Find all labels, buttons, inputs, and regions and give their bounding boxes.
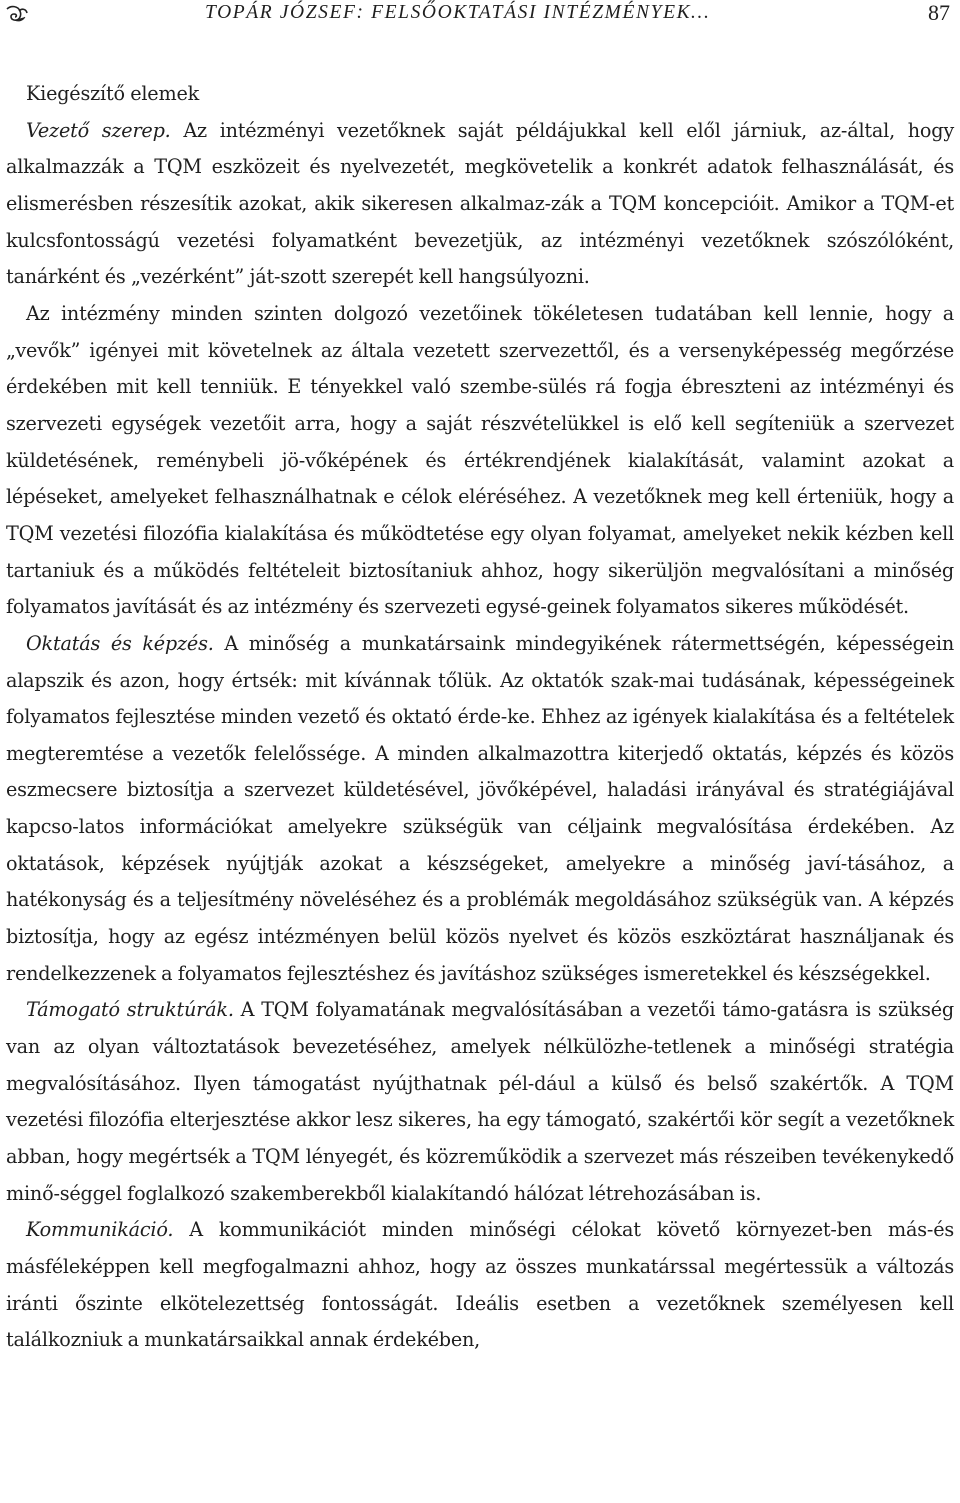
paragraph-lead: Oktatás és képzés.	[26, 631, 214, 655]
paragraph-vezetok-tudata	[6, 296, 954, 626]
running-header	[0, 0, 960, 40]
fleuron-icon-graphic	[6, 5, 28, 23]
paragraph-text: A minőség a munkatársaink mindegyikének rátermettségén, képességein alapszik és azon, hogy értsék: mit kívánnak tőlük. Az oktatók szak-mai tudásának, képességeinek folyamatos fejlesztése minden vezető és oktató érde-ke. Ehhez az igények kialakítása és a feltételek megteremtése a vezetők felelőssége. A minden alkalmazottra kiterjedő oktatás, képzés és közös eszmecsere biztosítja a szervezet küldetésével, jövőképével, haladási irányával és stratégiájával kapcso-latos információkat amelyekre szükségük van céljaink megvalósítása érdekében. Az oktatások, képzések nyújtják azokat a készségeket, amelyekre a minőség javí-tásához, a hatékonyság és a teljesítmény növeléséhez és a problémák megoldásához szükségük van. A képzés biztosítja, hogy az egész intézményen belül közös nyelvet és közös eszköztárat használjanak és rendelkezzenek a folyamatos fejlesztéshez és javításhoz szükséges ismeretekkel és készségekkel.	[6, 631, 954, 985]
paragraph-lead: Vezető szerep.	[26, 118, 171, 142]
paragraph-lead: Támogató struktúrák.	[26, 998, 234, 1022]
fleuron-icon	[6, 5, 28, 23]
paragraph-kommunikacio	[6, 1212, 954, 1359]
page-body	[6, 76, 954, 1359]
paragraph-text: Az intézmény minden szinten dolgozó vezetőinek tökéletesen tudatában kell lennie, hogy a „vevők” igényei mit követelnek az általa vezetett szervezettől, és a versenyképesség megőrzése érdekében mit kell tenniük. E tényekkel való szembe-sülés rá fogja ébreszteni az intézményi és szervezeti egységek vezetőit arra, hogy a saját részvételükkel is elő kell segíteniük a szervezet küldetésének, reménybeli jö-vőképének és értékrendjének kialakítását, valamint azokat a lépéseket, amelyeket felhasználhatnak e célok eléréséhez. A vezetőknek meg kell érteniük, hogy a TQM vezetési filozófia kialakítása és működtetése egy olyan folyamat, amelyeket nekik kézben kell tartaniuk és a működés feltételeit biztosítaniuk ahhoz, hogy sikerüljön megvalósítani a minőség folyamatos javítását és az intézmény és szervezeti egysé-geinek folyamatos sikeres működését.	[6, 301, 954, 619]
paragraph-oktatas-es-kepzes	[6, 626, 954, 993]
paragraph-tamogato-strukturak	[6, 992, 954, 1212]
paragraph-vezeto-szerep	[6, 113, 954, 296]
paragraph-text: Az intézményi vezetőknek saját példájukkal kell elől járniuk, az-által, hogy alkalmazzák a TQM eszközeit és nyelvezetét, megkövetelik a konkrét adatok felhasználását, és elismerésben részesítik azokat, akik sikeresen alkalmaz-zák a TQM koncepcióit. Amikor a TQM-et kulcsfontosságú vezetési folyamatként bevezetjük, az intézményi vezetőknek szószólóként, tanárként és „vezérként” ját-szott szerepét kell hangsúlyozni.	[6, 118, 954, 289]
paragraph-text: A TQM folyamatának megvalósításában a vezetői támo-gatásra is szükség van az olyan változtatások bevezetéséhez, amelyek nélkülözhe-tetlenek a minőségi stratégia megvalósításához. Ilyen támogatást nyújthatnak pél-dául a külső és belső szakértők. A TQM vezetési filozófia elterjesztése akkor lesz sikeres, ha egy támogató, szakértői kör segít a vezetőknek abban, hogy megértsék a TQM lényegét, és közreműködik a szervezet más részeiben tevékenykedő minő-séggel foglalkozó szakemberekből kialakítandó hálózat létrehozásában is.	[6, 998, 954, 1205]
section-heading: Kiegészítő elemek	[26, 82, 200, 105]
page-number: 87	[928, 0, 950, 25]
running-title: TOPÁR JÓZSEF: FELSŐOKTATÁSI INTÉZMÉNYEK…	[205, 2, 711, 23]
paragraph-lead: Kommunikáció.	[26, 1218, 174, 1242]
paragraph-text: A kommunikációt minden minőségi célokat követő környezet-ben más-és másféleképpen kell megfogalmazni ahhoz, hogy az összes munkatárssal megértessük a változás iránti őszinte elkötelezettség fontosságát. Ideális esetben a vezetőknek személyesen kell találkozniuk a munkatársaikkal annak érdekében,	[6, 1218, 954, 1352]
